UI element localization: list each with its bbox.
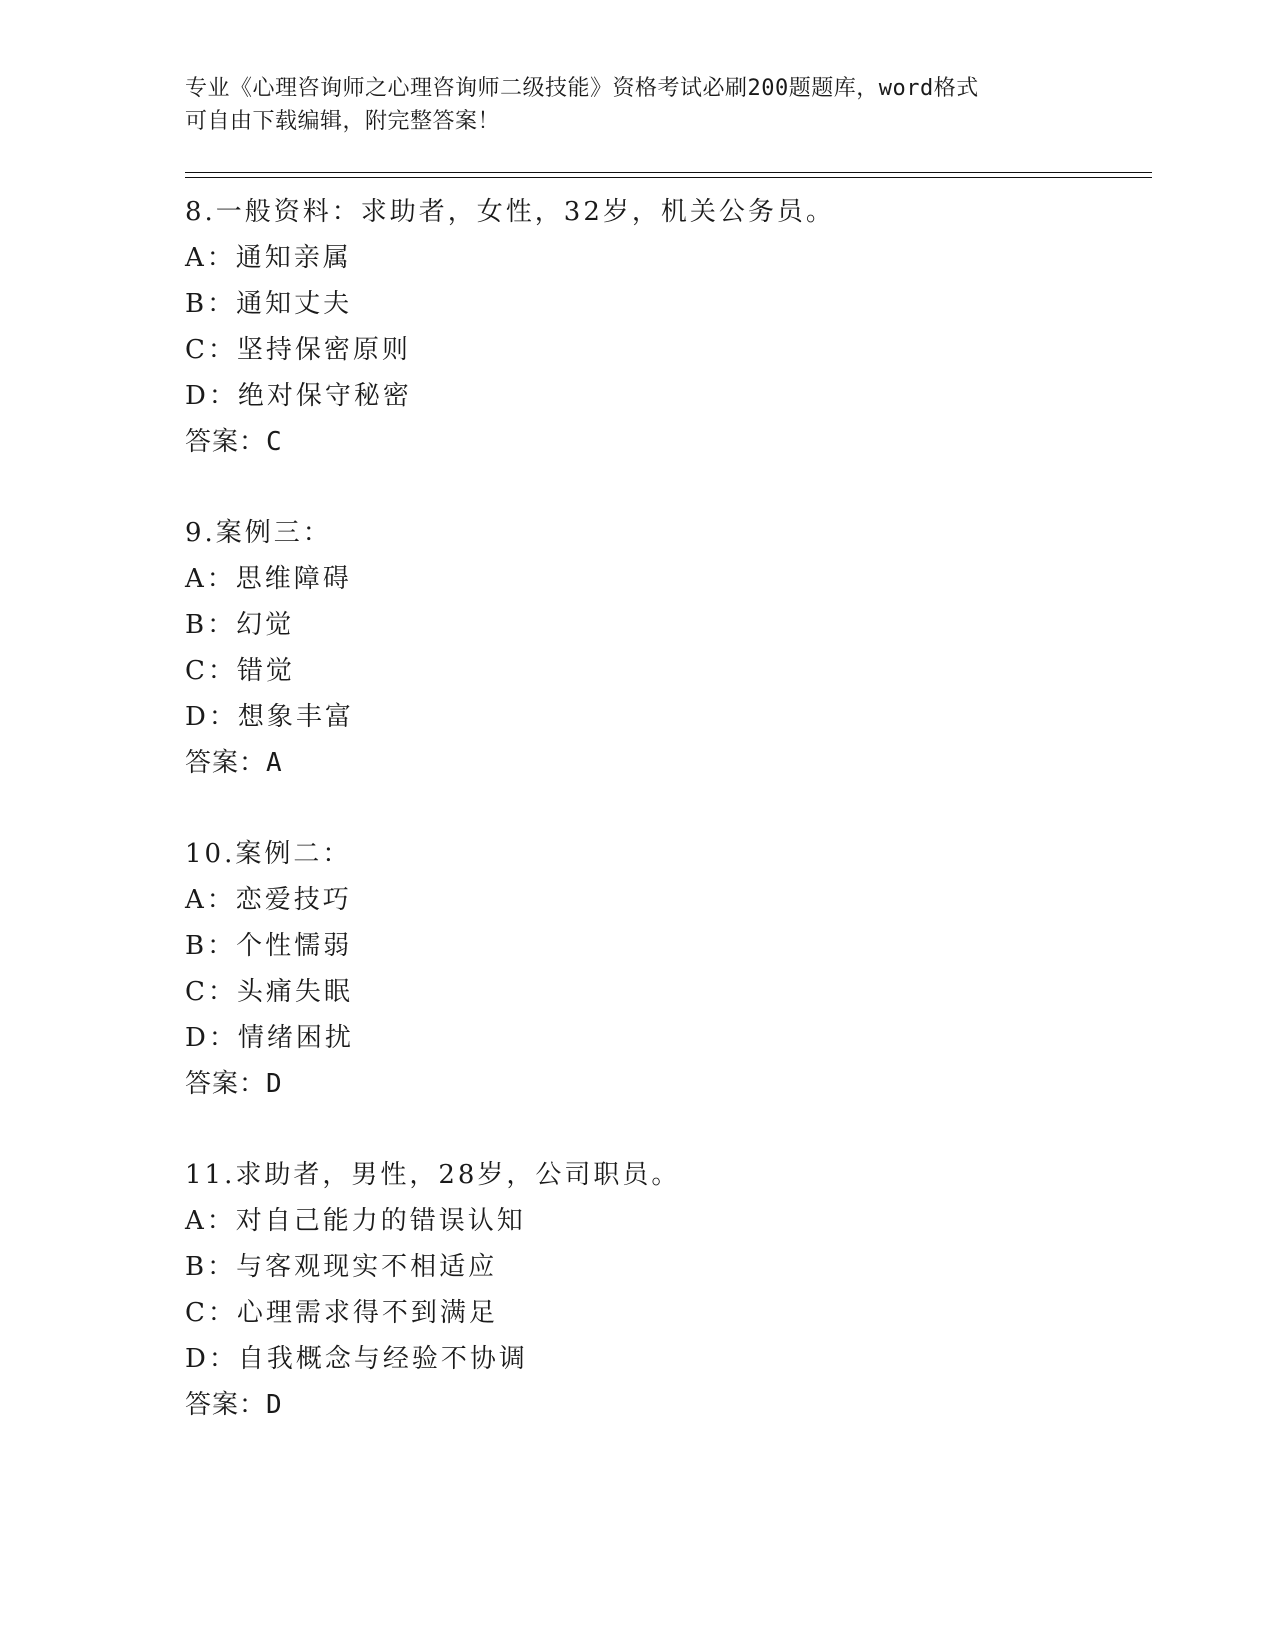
question-11 [185,1152,1145,1428]
question-9 [185,510,1145,786]
question-stem: 11.求助者，男性，28岁，公司职员。 [185,1160,681,1190]
option-a: A：对自己能力的错误认知 [185,1206,526,1236]
option-b: B：与客观现实不相适应 [185,1252,498,1282]
option-c: C：头痛失眠 [185,977,353,1007]
option-d: D：绝对保守秘密 [185,381,412,411]
question-8 [185,189,1145,465]
option-d: D：情绪困扰 [185,1023,354,1053]
question-stem: 8.一般资料：求助者，女性，32岁，机关公务员。 [185,197,835,227]
answer-line: 答案：C [185,427,283,457]
option-c: C：坚持保密原则 [185,335,411,365]
option-b: B：幻觉 [185,610,295,640]
answer-line: 答案：D [185,1390,283,1420]
option-b: B：个性懦弱 [185,931,353,961]
option-c: C：心理需求得不到满足 [185,1298,498,1328]
option-d: D：自我概念与经验不协调 [185,1344,528,1374]
header-rule-bottom [185,177,1152,178]
question-list [185,189,1145,1473]
header-line-1: 专业《心理咨询师之心理咨询师二级技能》资格考试必刷200题题库，word格式 [185,76,979,101]
header-rule-top [185,172,1152,173]
option-b: B：通知丈夫 [185,289,353,319]
option-d: D：想象丰富 [185,702,354,732]
option-a: A：通知亲属 [185,243,352,273]
answer-line: 答案：A [185,748,283,778]
header-line-2: 可自由下载编辑，附完整答案！ [185,109,501,134]
answer-line: 答案：D [185,1069,283,1099]
question-stem: 9.案例三： [185,518,332,548]
document-header [185,72,1085,138]
option-a: A：思维障碍 [185,564,352,594]
option-a: A：恋爱技巧 [185,885,352,915]
option-c: C：错觉 [185,656,295,686]
question-10 [185,831,1145,1107]
question-stem: 10.案例二： [185,839,352,869]
